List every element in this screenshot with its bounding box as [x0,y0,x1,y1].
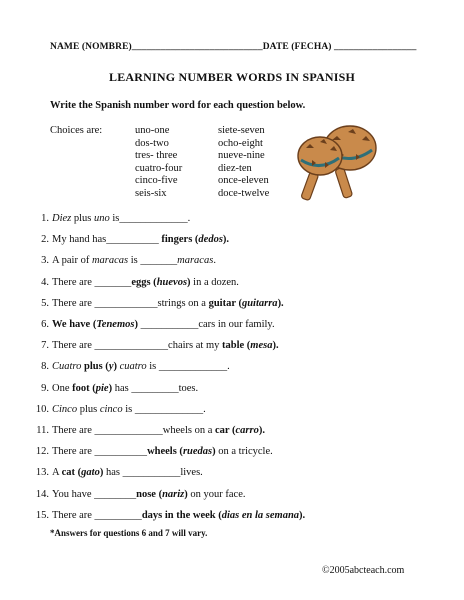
question-text-run: table ( [222,340,251,352]
question-text-run: ) [99,467,104,479]
question-text-run: cuatro [116,361,147,373]
choice-item: tres- three [135,150,178,161]
question-text-run: ). [222,234,230,246]
question-text-run: guitar ( [208,297,242,309]
page-title: LEARNING NUMBER WORDS IN SPANISH [109,70,355,84]
question-text-run: My hand has__________ [52,234,162,246]
question-item [30,378,440,399]
question-item [30,399,440,420]
question-text-run: pie [95,382,109,394]
question-text-run: y [108,361,114,373]
question-text-run: dias en la semana [221,509,300,521]
question-text-run: ). [277,297,284,309]
question-number: 11. [36,425,49,437]
question-text-run: cinco [99,403,123,415]
choice-item: seis-six [135,187,167,199]
question-text-run: is _____________. [122,403,206,415]
question-text-run: Cuatro [52,361,82,373]
question-text-run: There are _______ [52,276,132,288]
question-list [30,208,440,526]
maraca-front [298,137,342,201]
choice-item: cinco-five [135,175,178,186]
question-text-run: Tenemos [96,319,135,331]
name-date-line: NAME (NOMBRE)___________________________DATE (FECHA) _________________ [50,42,417,52]
question-item [30,250,440,271]
question-text-run: gato [81,467,100,479]
question-text-run: on a tricycle. [215,446,273,458]
choice-item: uno-one [135,125,170,136]
choice-item: dos-two [135,137,169,149]
question-number: 4. [41,276,49,288]
question-text-run: ) [108,382,113,394]
question-text-run: days in the week ( [141,509,222,521]
question-text-run: dedos [198,234,223,246]
question-item [30,356,440,377]
question-text-run: car ( [215,425,236,437]
question-number: 14. [35,488,49,500]
question-item [30,505,440,526]
question-text-run: There are ____________strings on a [52,297,209,309]
question-text-run: carro [235,425,259,437]
question-number: 1. [41,213,49,224]
question-text-run: nariz [162,488,185,500]
question-text-run: There are __________ [52,446,148,458]
question-item [30,420,440,441]
question-text-run: has _________toes. [112,382,199,394]
question-text-run: eggs ( [131,276,157,288]
choice-item: siete-seven [218,125,265,136]
question-text-run: ) [134,319,138,331]
question-text-run: ). [299,509,306,521]
question-number: 7. [41,340,49,352]
question-text-run: A pair of [52,255,92,267]
question-text-run: in a dozen. [190,276,239,288]
answers-note: *Answers for questions 6 and 7 will vary. [50,528,208,538]
question-item [30,293,440,314]
question-text-run: is _____________. [146,361,230,373]
question-number: 10. [35,403,49,415]
question-text-run: foot ( [72,382,96,394]
question-number: 13. [35,467,49,479]
question-item [30,335,440,356]
question-text-run: You have ________ [52,488,137,500]
question-text-run: uno [94,213,110,224]
choice-item: ocho-eight [218,137,263,149]
question-text-run: fingers ( [161,234,199,246]
question-number: 5. [41,297,49,309]
question-text-run: ) [184,488,188,500]
question-number: 9. [41,382,49,394]
choices-label: Choices are: [50,125,103,136]
question-text-run: ruedas [182,446,213,458]
question-text-run: guitarra [241,297,278,309]
choices-column-2 [218,125,269,200]
question-item [30,314,440,335]
question-item [30,208,440,229]
choice-item: diez-ten [218,162,252,174]
question-text-run: Diez [52,213,72,224]
choice-item: nueve-nine [218,150,265,161]
question-text-run: maracas [91,255,129,267]
question-text-run: . [213,255,216,267]
question-text-run: plus [77,403,100,415]
question-text-run: ) [212,446,216,458]
choices-column-1 [135,125,182,200]
question-text-run: nose ( [136,488,163,500]
question-text-run: ) [113,361,117,373]
question-text-run: wheels ( [147,446,183,458]
question-text-run: One [52,382,73,394]
question-number: 12. [35,446,49,458]
question-item [30,441,440,462]
question-text-run: is _______ [128,255,178,267]
question-text-run: There are ______________chairs at my [52,340,222,352]
question-text-run: ___________cars in our family. [137,319,275,331]
question-item [30,272,440,293]
question-text-run: A [52,467,62,479]
question-number: 6. [41,319,49,331]
question-text-run: ) [187,276,191,288]
question-text-run: ). [272,340,279,352]
question-text-run: ). [258,425,265,437]
question-number: 2. [41,234,49,246]
question-text-run: maracas [177,255,214,267]
question-text-run: mesa [250,340,273,352]
question-text-run: on your face. [187,488,246,500]
copyright: ©2005abcteach.com [322,565,405,576]
choice-item: doce-twelve [218,187,270,199]
instructions: Write the Spanish number word for each question below. [50,100,306,111]
question-text-run: We have ( [52,319,97,331]
question-item [30,229,440,250]
question-text-run: Cinco [52,403,78,415]
question-text-run: plus [71,213,95,224]
question-text-run: has ___________lives. [103,467,203,479]
question-text-run: is_____________. [109,213,191,224]
question-text-run: cat ( [61,467,82,479]
question-item [30,462,440,483]
question-number: 8. [41,361,49,373]
question-number: 15. [35,509,49,521]
question-text-run: huevos [156,276,188,288]
question-text-run: There are _____________wheels on a [52,425,215,437]
question-text-run: There are _________ [52,509,142,521]
question-number: 3. [41,255,49,267]
choice-item: once-eleven [218,175,269,186]
question-text-run: plus ( [81,361,109,373]
maracas-icon [292,122,384,202]
choice-item: cuatro-four [135,162,183,174]
question-item [30,484,440,505]
